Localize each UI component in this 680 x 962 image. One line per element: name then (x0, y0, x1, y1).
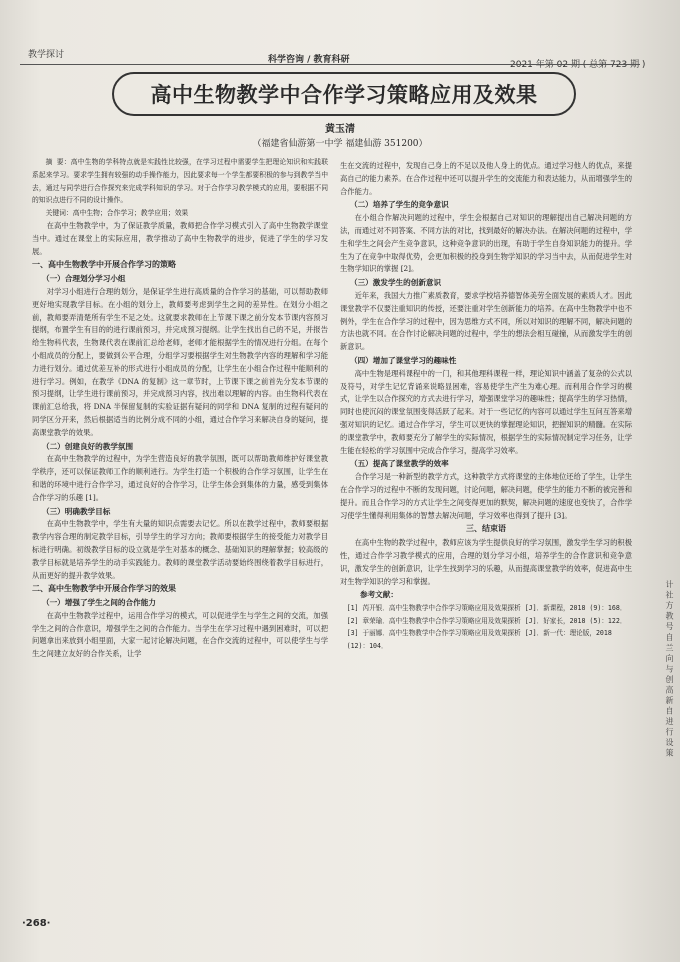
header-journal-name: 科学咨询 / 教育科研 (268, 55, 350, 65)
references-heading: 参考文献： (360, 590, 398, 600)
body-paragraph: 生在交流的过程中，发现自己身上的不足以及他人身上的优点。通过学习他人的优点，来提高自己的能力素养。在合作过程中还可以提升学生的交流能力和表达能力，从而增强学生的合作能力。 (340, 161, 632, 196)
body-paragraph: 对学习小组进行合理的划分，是保证学生进行高质量的合作学习的基础，可以帮助教师更好地实现教学目标。在小组的划分上，教师要考虑到学生之间的差异性。在划分小组之前，教师要弄清楚所有学生不足之处。这就要求教师在上节课下课之前分发本节课内容预习提纲，布置学生有目的的进行课前预习，并完成预习提纲。让学生找出自己的不足，并报告给生物科代表，生物课代表在课前汇总给老师，老师才能根据学生的情况进行分组。在每个小组成员的分配上，要做到公平合理，分组学习要根据学生对生物教学内容的理解和学习能力进行划分。通过优差互补的形式进行小组成员的分配，让学生在小组合作过程中能顺利的进行学习。例如，在教学《DNA 的复制》这一章节时，上节课下课之前首先分发本节课的预习提纲，让学生进行课前预习，并完成预习内容，找出难以理解的内容。由生物科代表在课前汇总给我，将 DNA 半保留复制的实验证据有疑问的同学和 DNA 复制的过程有疑问的同学区分开来，然后根据适当的比例分成不同的小组，通过合作学习来解决自身的疑问，提高课堂教学的效果。 (32, 286, 328, 437)
section-heading-3: 三、结束语 (466, 524, 506, 534)
subsection-heading: （五）提高了课堂教学的效率 (350, 459, 449, 469)
body-paragraph: 合作学习是一种新型的教学方式，这种教学方式将课堂的主体地位还给了学生，让学生在合作学习的过程中不断的发现问题，讨论问题，解决问题，使学生的能力不断的被完善和提升。而且合作学习的方式让学生之间变得更加的默契，解决问题的速度也变快了，合作学习使学生懂得利用集体的智慧去解决问题，学习效率也得到了提升 [3]。 (340, 472, 632, 520)
right-column (340, 160, 632, 652)
article-author: 黄玉清 (325, 124, 355, 135)
body-paragraph: 在高中生物教学的过程中，为学生营造良好的教学氛围，既可以帮助教师维护好课堂教学秩序，还可以保证教师工作的顺利进行。为学生打造一个积极的合作学习氛围，让学生在和谐的环境中进行合作学习，通过良好的合作学习，让学生体会到集体的力量，感受到集体合作学习的乐趣 [1]。 (32, 454, 328, 502)
reference-list (340, 602, 632, 652)
body-paragraph: 近年来，我国大力推广素质教育，要求学校培养德智体美劳全面发展的素质人才。因此课堂教学不仅要注重知识的传授，还要注重对学生创新能力的培养。在高中生物教学中也不例外，学生在合作学习的过程中，因为思维方式不同，所以对知识的理解不同，解决问题的方法也就不同。在合作讨论解决问题的过程中，学生的想法会相互碰撞，从而激发学生的创新意识。 (340, 290, 632, 352)
body-paragraph: 在高中生物教学过程中，运用合作学习的模式，可以促进学生与学生之间的交流，加强学生之间的合作意识，增强学生之间的合作能力。当学生在学习过程中遇到困难时，可以把问题拿出来放到小组里面，大家一起讨论解决问题，在合作交流的过程中，可以使学生与学生之间建立友好的合作关系，让学 (32, 610, 328, 659)
article-title: 高中生物教学中合作学习策略应用及效果 (150, 83, 538, 107)
intro-paragraph: 在高中生物教学中，为了保证教学质量，教师把合作学习模式引入了高中生物教学课堂当中。通过在课堂上的实际应用，教学推动了高中生物教学的进步，促进了学生的学习发展。 (32, 220, 328, 256)
reference-item: [2] 章荣瑜．高中生物教学中合作学习策略应用及效果探析 [J]．好家长，2018 (5)：122． (346, 616, 627, 625)
body-paragraph: 在高中生物教学中，学生有大量的知识点需要去记忆。所以在教学过程中，教师要根据教学内容合理的制定教学目标，引导学生的学习方向；教师要根据学生的接受能力对教学目标进行明确。初级教学目标的设立就是学生对基本的概念、基础知识的理解掌握；较高级的教学目标就是培养学生的动手实践能力。教师的课堂教学活动要始终围绕着教学目标进行，从而更好的提升教学效果。 (32, 519, 328, 580)
body-paragraph: 在小组合作解决问题的过程中，学生会根据自己对知识的理解提出自己解决问题的方法，而通过对不同答案、不同方法的对比，找到最好的解决办法。在解决问题的过程中，学生和学生之间会产生竞争意识，这种竞争意识的出现，有助于学生自身知识能力的提升。学生为了在竞争中取得优势，会更加积极的投身到生物学知识的学习当中去，从而促进学生对生物学知识的掌握 [2]。 (340, 213, 632, 274)
section-heading-1: 一、高中生物教学中开展合作学习的策略 (32, 260, 176, 270)
article-affiliation: （福建省仙游第一中学 福建仙游 351200） (252, 139, 428, 149)
keywords: 关键词：高中生物；合作学习；教学应用；效果 (45, 209, 189, 218)
subsection-heading: （二）创建良好的教学氛围 (42, 441, 134, 451)
subsection-heading: （三）激发学生的创新意识 (350, 278, 442, 288)
left-column (32, 156, 328, 661)
header-section-label: 教学探讨 (28, 50, 65, 60)
header-issue: 2021 年第 02 期 ( 总第 723 期 ) (510, 60, 646, 70)
subsection-heading: （三）明确教学目标 (42, 506, 111, 516)
subsection-heading: （四）增加了课堂学习的趣味性 (350, 355, 457, 365)
page-number: ·268· (22, 918, 51, 929)
body-paragraph: 在高中生物的教学过程中，教师应该为学生提供良好的学习氛围，激发学生学习的积极性，通过合作学习教学模式的应用，合理的划分学习小组，培养学生的合作意识和竞争意识，激发学生的创新意识，让学生找到学习的乐趣，从而提高课堂教学的效率，促进高中生对生物学知识的学习和掌握。 (340, 538, 632, 586)
reference-item: [3] 于丽娜．高中生物教学中合作学习策略应用及效果探析 [J]．新一代：理论版，2018 (12)：104． (346, 629, 612, 650)
reference-item: [1] 芮开银．高中生物教学中合作学习策略应用及效果探析 [J]．新课程，2018 (9)：168． (346, 604, 627, 613)
subsection-heading: （一）合理划分学习小组 (42, 274, 126, 284)
header-rule (20, 64, 640, 65)
abstract: 摘 要：高中生物的学科特点就是实践性比较强，在学习过程中需要学生把理论知识和实践联系起来学习。要求学生拥有较强的动手操作能力，因此要求每一个学生都要积极的参与到教学当中去，通过与同学进行合作探究来完成学科知识的学习。对于合作学习教学模式的应用，要根据不同的知识点进行不同的设计操作。 (32, 158, 328, 205)
adjacent-page-edge-text: 计 社 方 教 号 自 兰 向 与 创 高 新 自 进 行 设 策 (665, 580, 674, 757)
subsection-heading: （二）培养了学生的竞争意识 (350, 200, 449, 210)
title-frame (112, 72, 576, 116)
body-paragraph: 高中生物是理科课程中的一门，和其他理科课程一样，理论知识中涵盖了复杂的公式以及符号，对学生记忆背诵来说略显困难，容易使学生产生为难心理。而利用合作学习的模式，让学生以合作探究的方式去进行学习，增强课堂学习的趣味性；提高学生的学习热情，同时也使沉闷的课堂氛围变得活跃了起来。对于一些记忆的内容可以通过学生互问互答来增强对知识的记忆。通过合作学习，学生可以更快的掌握理论知识，把握知识的精髓。在实际的课堂教学中，教师要充分了解学生的实际情况，根据学生的实际情况制定学习任务，让学生能在轻松的学习氛围中完成合作学习，提高学习效率。 (340, 368, 632, 455)
subsection-heading: （一）增强了学生之间的合作能力 (42, 598, 156, 608)
section-heading-2: 二、高中生物教学中开展合作学习的效果 (32, 584, 176, 594)
